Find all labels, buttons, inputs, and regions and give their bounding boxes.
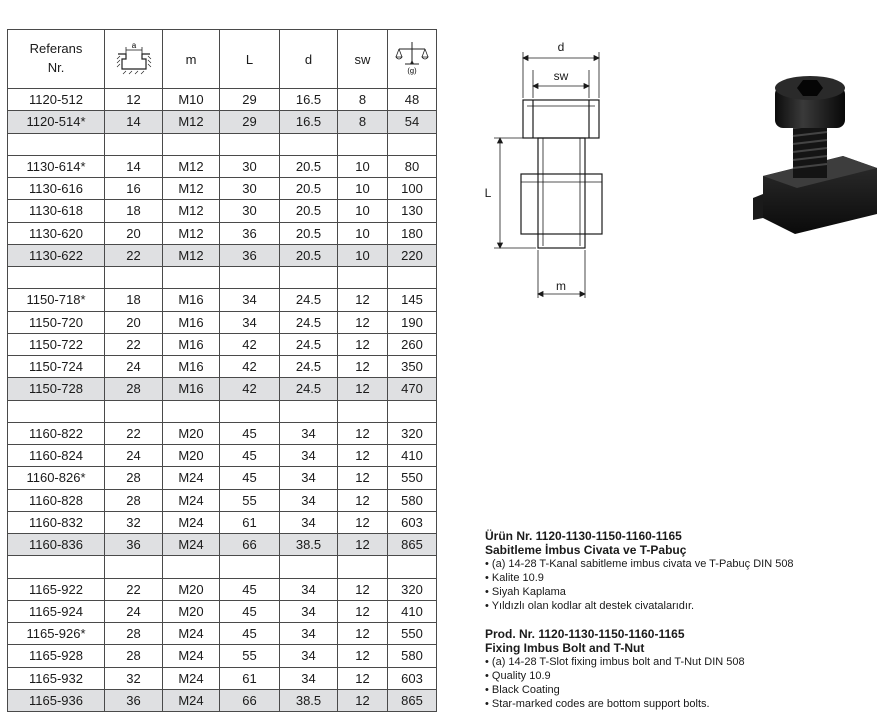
group-spacer-row <box>8 556 437 578</box>
cell-L: 55 <box>220 489 280 511</box>
cell-a: 24 <box>105 356 163 378</box>
cell-d: 24.5 <box>280 311 338 333</box>
cell-ref: 1130-622 <box>8 244 105 266</box>
cell-a: 24 <box>105 445 163 467</box>
cell-d: 34 <box>280 600 338 622</box>
cell-d: 16.5 <box>280 111 338 133</box>
cell-a: 16 <box>105 178 163 200</box>
header-m: m <box>163 30 220 89</box>
spacer-cell <box>105 400 163 422</box>
scale-icon <box>395 40 429 76</box>
cell-m: M24 <box>163 534 220 556</box>
cell-ref: 1165-924 <box>8 600 105 622</box>
cell-m: M24 <box>163 667 220 689</box>
header-a-label: a <box>131 41 136 50</box>
product-info-turkish-subtitle: Sabitleme İmbus Civata ve T-Pabuç <box>485 543 687 557</box>
cell-sw: 8 <box>338 111 388 133</box>
cell-a: 28 <box>105 378 163 400</box>
cell-a: 18 <box>105 200 163 222</box>
cell-m: M12 <box>163 200 220 222</box>
table-row <box>8 200 437 222</box>
cell-weight: 320 <box>388 422 437 444</box>
cell-ref: 1165-928 <box>8 645 105 667</box>
cell-ref: 1150-724 <box>8 356 105 378</box>
cell-L: 45 <box>220 422 280 444</box>
cell-sw: 12 <box>338 689 388 711</box>
cell-weight: 145 <box>388 289 437 311</box>
table-row <box>8 511 437 533</box>
cell-a: 20 <box>105 222 163 244</box>
cell-weight: 350 <box>388 356 437 378</box>
cell-m: M24 <box>163 489 220 511</box>
list-item: • Star-marked codes are bottom support bolts. <box>485 697 745 711</box>
cell-a: 14 <box>105 111 163 133</box>
spacer-cell <box>280 267 338 289</box>
cell-d: 24.5 <box>280 378 338 400</box>
cell-weight: 865 <box>388 689 437 711</box>
cell-sw: 12 <box>338 356 388 378</box>
cell-L: 30 <box>220 155 280 177</box>
cell-weight: 410 <box>388 600 437 622</box>
cell-weight: 550 <box>388 623 437 645</box>
table-row <box>8 378 437 400</box>
cell-d: 34 <box>280 623 338 645</box>
table-row <box>8 645 437 667</box>
cell-L: 66 <box>220 534 280 556</box>
cell-L: 45 <box>220 467 280 489</box>
product-info-english-list <box>485 655 745 711</box>
cell-d: 34 <box>280 422 338 444</box>
cell-weight: 260 <box>388 333 437 355</box>
cell-d: 24.5 <box>280 289 338 311</box>
cell-weight: 80 <box>388 155 437 177</box>
cell-m: M24 <box>163 689 220 711</box>
cell-L: 36 <box>220 222 280 244</box>
cell-weight: 48 <box>388 89 437 111</box>
cell-ref: 1120-512 <box>8 89 105 111</box>
table-row <box>8 489 437 511</box>
cell-sw: 12 <box>338 378 388 400</box>
group-spacer-row <box>8 267 437 289</box>
spacer-cell <box>220 400 280 422</box>
cell-a: 12 <box>105 89 163 111</box>
cell-ref: 1120-514* <box>8 111 105 133</box>
cell-a: 18 <box>105 289 163 311</box>
dim-d-label: d <box>557 40 565 54</box>
cell-m: M10 <box>163 89 220 111</box>
product-info-english-title: Prod. Nr. 1120-1130-1150-1160-1165 <box>485 627 685 641</box>
cell-m: M12 <box>163 155 220 177</box>
cell-weight: 865 <box>388 534 437 556</box>
cell-L: 66 <box>220 689 280 711</box>
spacer-cell <box>163 267 220 289</box>
spacer-cell <box>220 133 280 155</box>
dim-sw-label: sw <box>553 69 569 83</box>
cell-ref: 1165-936 <box>8 689 105 711</box>
cell-ref: 1150-718* <box>8 289 105 311</box>
table-row <box>8 534 437 556</box>
list-item: • (a) 14-28 T-Kanal sabitleme imbus civata ve T-Pabuç DIN 508 <box>485 557 794 571</box>
cell-d: 34 <box>280 511 338 533</box>
cell-weight: 220 <box>388 244 437 266</box>
cell-weight: 180 <box>388 222 437 244</box>
spacer-cell <box>280 400 338 422</box>
cell-a: 22 <box>105 422 163 444</box>
cell-weight: 580 <box>388 489 437 511</box>
cell-a: 20 <box>105 311 163 333</box>
cell-m: M16 <box>163 311 220 333</box>
cell-d: 20.5 <box>280 155 338 177</box>
cell-ref: 1130-620 <box>8 222 105 244</box>
cell-d: 24.5 <box>280 356 338 378</box>
spacer-cell <box>8 400 105 422</box>
cell-a: 28 <box>105 623 163 645</box>
cell-a: 36 <box>105 689 163 711</box>
cell-m: M24 <box>163 467 220 489</box>
cell-sw: 12 <box>338 534 388 556</box>
cell-ref: 1150-722 <box>8 333 105 355</box>
cell-m: M24 <box>163 623 220 645</box>
cell-m: M20 <box>163 600 220 622</box>
dim-m-label: m <box>556 279 566 293</box>
table-row <box>8 578 437 600</box>
cell-d: 34 <box>280 489 338 511</box>
cell-sw: 8 <box>338 89 388 111</box>
cell-L: 45 <box>220 445 280 467</box>
spacer-cell <box>338 133 388 155</box>
cell-weight: 320 <box>388 578 437 600</box>
cell-d: 34 <box>280 445 338 467</box>
cell-a: 28 <box>105 467 163 489</box>
table-row <box>8 356 437 378</box>
cell-weight: 190 <box>388 311 437 333</box>
cell-sw: 12 <box>338 511 388 533</box>
cell-m: M16 <box>163 378 220 400</box>
list-item: • Black Coating <box>485 683 745 697</box>
header-ref-label: Referans Nr. <box>29 41 83 75</box>
table-row <box>8 111 437 133</box>
cell-d: 34 <box>280 467 338 489</box>
cell-weight: 130 <box>388 200 437 222</box>
cell-m: M16 <box>163 356 220 378</box>
cell-d: 20.5 <box>280 178 338 200</box>
table-row <box>8 155 437 177</box>
header-weight-label: (g) <box>407 66 417 75</box>
cell-a: 14 <box>105 155 163 177</box>
cell-d: 20.5 <box>280 200 338 222</box>
list-item: • Kalite 10.9 <box>485 571 794 585</box>
cell-d: 34 <box>280 645 338 667</box>
spacer-cell <box>388 556 437 578</box>
product-info-turkish-title: Ürün Nr. 1120-1130-1150-1160-1165 <box>485 529 682 543</box>
product-info-turkish <box>485 529 794 613</box>
cell-a: 36 <box>105 534 163 556</box>
cell-d: 20.5 <box>280 244 338 266</box>
cell-sw: 10 <box>338 244 388 266</box>
cell-ref: 1165-926* <box>8 623 105 645</box>
cell-weight: 550 <box>388 467 437 489</box>
table-row <box>8 445 437 467</box>
group-spacer-row <box>8 400 437 422</box>
list-item: • Quality 10.9 <box>485 669 745 683</box>
spacer-cell <box>163 400 220 422</box>
cell-sw: 12 <box>338 333 388 355</box>
cell-m: M12 <box>163 222 220 244</box>
cell-d: 34 <box>280 667 338 689</box>
header-a <box>105 30 163 89</box>
cell-weight: 470 <box>388 378 437 400</box>
cell-a: 24 <box>105 600 163 622</box>
cell-L: 42 <box>220 333 280 355</box>
spacer-cell <box>220 267 280 289</box>
cell-a: 32 <box>105 511 163 533</box>
cell-m: M12 <box>163 178 220 200</box>
cell-ref: 1130-614* <box>8 155 105 177</box>
cell-sw: 12 <box>338 623 388 645</box>
spacer-cell <box>105 556 163 578</box>
cell-weight: 100 <box>388 178 437 200</box>
cell-sw: 10 <box>338 155 388 177</box>
technical-drawing <box>480 36 610 304</box>
cell-ref: 1160-828 <box>8 489 105 511</box>
product-photo <box>745 76 881 236</box>
cell-a: 22 <box>105 333 163 355</box>
header-ref <box>8 30 105 89</box>
cell-m: M16 <box>163 289 220 311</box>
dim-L-label: L <box>484 186 492 200</box>
cell-m: M24 <box>163 645 220 667</box>
cell-L: 30 <box>220 178 280 200</box>
cell-m: M20 <box>163 422 220 444</box>
cell-L: 45 <box>220 623 280 645</box>
cell-d: 34 <box>280 578 338 600</box>
cell-ref: 1160-824 <box>8 445 105 467</box>
cell-ref: 1160-826* <box>8 467 105 489</box>
table-row <box>8 689 437 711</box>
table-row <box>8 467 437 489</box>
cell-d: 24.5 <box>280 333 338 355</box>
table-row <box>8 178 437 200</box>
cell-L: 42 <box>220 356 280 378</box>
cell-ref: 1160-822 <box>8 422 105 444</box>
cell-L: 61 <box>220 511 280 533</box>
spacer-cell <box>105 133 163 155</box>
table-row <box>8 667 437 689</box>
spacer-cell <box>338 267 388 289</box>
cell-d: 20.5 <box>280 222 338 244</box>
product-info-english <box>485 627 745 711</box>
table-row <box>8 600 437 622</box>
spacer-cell <box>280 556 338 578</box>
cell-sw: 12 <box>338 422 388 444</box>
header-L: L <box>220 30 280 89</box>
cell-sw: 12 <box>338 578 388 600</box>
table-row <box>8 623 437 645</box>
spacer-cell <box>338 556 388 578</box>
cell-sw: 12 <box>338 289 388 311</box>
header-sw: sw <box>338 30 388 89</box>
spec-table <box>7 29 437 712</box>
cell-sw: 12 <box>338 667 388 689</box>
cell-m: M12 <box>163 111 220 133</box>
spacer-cell <box>280 133 338 155</box>
cell-weight: 54 <box>388 111 437 133</box>
cell-ref: 1165-932 <box>8 667 105 689</box>
table-header-row <box>8 30 437 89</box>
spacer-cell <box>338 400 388 422</box>
table-row <box>8 289 437 311</box>
header-weight <box>388 30 437 89</box>
cell-a: 28 <box>105 645 163 667</box>
cell-sw: 10 <box>338 178 388 200</box>
spacer-cell <box>388 133 437 155</box>
spacer-cell <box>8 133 105 155</box>
cell-m: M12 <box>163 244 220 266</box>
table-row <box>8 422 437 444</box>
list-item: • Siyah Kaplama <box>485 585 794 599</box>
cell-sw: 12 <box>338 489 388 511</box>
cell-L: 34 <box>220 289 280 311</box>
cell-a: 28 <box>105 489 163 511</box>
cell-ref: 1130-618 <box>8 200 105 222</box>
cell-m: M20 <box>163 578 220 600</box>
cell-ref: 1160-836 <box>8 534 105 556</box>
cell-sw: 12 <box>338 467 388 489</box>
spacer-cell <box>8 556 105 578</box>
spacer-cell <box>388 267 437 289</box>
cell-weight: 580 <box>388 645 437 667</box>
cell-ref: 1165-922 <box>8 578 105 600</box>
cell-a: 22 <box>105 244 163 266</box>
table-row <box>8 333 437 355</box>
product-info-english-subtitle: Fixing Imbus Bolt and T-Nut <box>485 641 645 655</box>
cell-sw: 12 <box>338 645 388 667</box>
cell-m: M20 <box>163 445 220 467</box>
cell-a: 22 <box>105 578 163 600</box>
cell-L: 29 <box>220 89 280 111</box>
cell-weight: 410 <box>388 445 437 467</box>
spec-table-body <box>8 89 437 712</box>
cell-sw: 12 <box>338 445 388 467</box>
cell-ref: 1160-832 <box>8 511 105 533</box>
list-item: • (a) 14-28 T-Slot fixing imbus bolt and T-Nut DIN 508 <box>485 655 745 669</box>
list-item: • Yıldızlı olan kodlar alt destek civatalarıdır. <box>485 599 794 613</box>
table-row <box>8 244 437 266</box>
cell-L: 30 <box>220 200 280 222</box>
cell-m: M24 <box>163 511 220 533</box>
cell-weight: 603 <box>388 511 437 533</box>
spacer-cell <box>8 267 105 289</box>
group-spacer-row <box>8 133 437 155</box>
cell-m: M16 <box>163 333 220 355</box>
cell-sw: 12 <box>338 311 388 333</box>
cell-sw: 12 <box>338 600 388 622</box>
cell-L: 34 <box>220 311 280 333</box>
t-slot-icon <box>114 41 154 75</box>
cell-a: 32 <box>105 667 163 689</box>
cell-d: 38.5 <box>280 534 338 556</box>
spacer-cell <box>220 556 280 578</box>
cell-d: 16.5 <box>280 89 338 111</box>
cell-ref: 1150-720 <box>8 311 105 333</box>
header-d: d <box>280 30 338 89</box>
table-row <box>8 89 437 111</box>
cell-L: 55 <box>220 645 280 667</box>
table-row <box>8 311 437 333</box>
cell-weight: 603 <box>388 667 437 689</box>
spacer-cell <box>388 400 437 422</box>
cell-ref: 1130-616 <box>8 178 105 200</box>
cell-L: 42 <box>220 378 280 400</box>
cell-d: 38.5 <box>280 689 338 711</box>
cell-sw: 10 <box>338 200 388 222</box>
cell-L: 61 <box>220 667 280 689</box>
cell-L: 45 <box>220 600 280 622</box>
cell-L: 45 <box>220 578 280 600</box>
cell-L: 36 <box>220 244 280 266</box>
spacer-cell <box>163 133 220 155</box>
spacer-cell <box>163 556 220 578</box>
spacer-cell <box>105 267 163 289</box>
cell-L: 29 <box>220 111 280 133</box>
product-info-turkish-list <box>485 557 794 613</box>
cell-ref: 1150-728 <box>8 378 105 400</box>
cell-sw: 10 <box>338 222 388 244</box>
table-row <box>8 222 437 244</box>
